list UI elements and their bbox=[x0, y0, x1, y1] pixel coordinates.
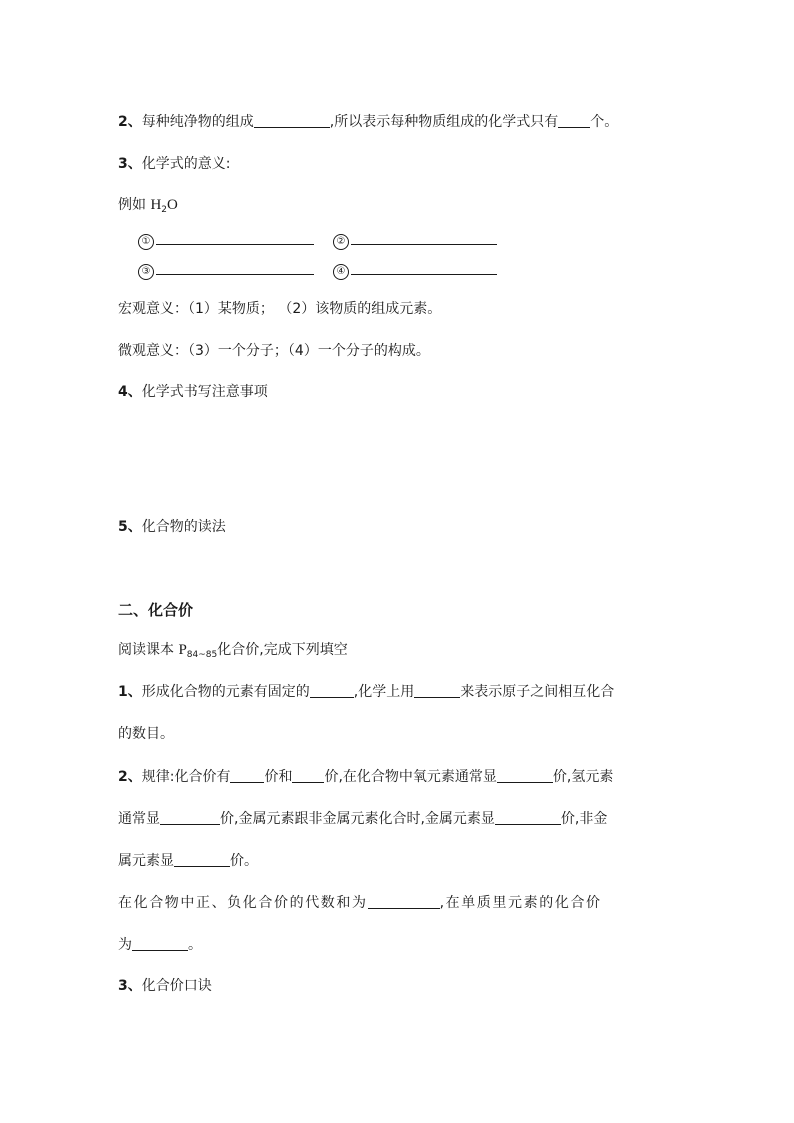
blank[interactable] bbox=[174, 852, 230, 867]
blank[interactable] bbox=[497, 768, 553, 783]
blank[interactable] bbox=[351, 230, 497, 245]
question-5: 5、化合物的读法 bbox=[118, 519, 226, 535]
question-4: 4、化学式书写注意事项 bbox=[118, 384, 268, 400]
blank[interactable] bbox=[558, 113, 590, 128]
reading-instruction: 阅读课本 $P_{84\sim 85}$化合价,完成下列填空 bbox=[118, 642, 348, 660]
circled-number: ④ bbox=[333, 264, 349, 280]
blank[interactable] bbox=[156, 230, 314, 245]
blank[interactable] bbox=[230, 768, 264, 783]
meaning-item-1 bbox=[138, 230, 314, 250]
section-heading: 二、化合价 bbox=[118, 601, 194, 619]
meaning-item-4 bbox=[333, 260, 497, 280]
example-line: 例如 $H_2O$ bbox=[118, 197, 178, 215]
micro-meaning: 微观意义：（3）一个分子；（4）一个分子的构成。 bbox=[118, 343, 430, 359]
question-number: 5、 bbox=[118, 519, 142, 535]
circled-number: ② bbox=[333, 234, 349, 250]
meaning-item-2 bbox=[333, 230, 497, 250]
blank[interactable] bbox=[368, 894, 440, 909]
section2-question-3: 3、化合价口诀 bbox=[118, 978, 212, 994]
blank[interactable] bbox=[156, 260, 314, 275]
question-number: 1、 bbox=[118, 684, 142, 700]
blank[interactable] bbox=[292, 768, 324, 783]
algebraic-sum-rule: 在化合物中正、负化合价的代数和为 ,在单质里元素的化合价 bbox=[118, 895, 602, 911]
blank[interactable] bbox=[495, 810, 561, 825]
meaning-item-3 bbox=[138, 260, 314, 280]
question-number: 2、 bbox=[118, 769, 142, 785]
question-number: 4、 bbox=[118, 384, 142, 400]
macro-meaning: 宏观意义：（1）某物质； （2）该物质的组成元素。 bbox=[118, 301, 442, 317]
section2-question-1: 1、形成化合物的元素有固定的 ,化学上用 来表示原子之间相互化合 bbox=[118, 684, 615, 700]
circled-number: ① bbox=[138, 234, 154, 250]
blank[interactable] bbox=[414, 683, 460, 698]
section2-question-1-cont: 的数目。 bbox=[118, 726, 174, 742]
blank[interactable] bbox=[160, 810, 220, 825]
section2-question-2-line3: 属元素显 价。 bbox=[118, 853, 258, 869]
section2-question-2-line2: 通常显 价,金属元素跟非金属元素化合时,金属元素显 价,非金 bbox=[118, 811, 608, 827]
section2-question-2: 2、规律:化合价有 价和 价,在化合物中氧元素通常显 价,氢元素 bbox=[118, 769, 614, 785]
question-number: 3、 bbox=[118, 978, 142, 994]
question-number: 3、 bbox=[118, 156, 142, 172]
algebraic-sum-rule-cont: 为 。 bbox=[118, 937, 202, 953]
blank[interactable] bbox=[310, 683, 354, 698]
blank[interactable] bbox=[132, 936, 188, 951]
question-2: 2、每种纯净物的组成 ,所以表示每种物质组成的化学式只有 个。 bbox=[118, 114, 619, 130]
question-3: 3、化学式的意义: bbox=[118, 156, 231, 172]
circled-number: ③ bbox=[138, 264, 154, 280]
blank[interactable] bbox=[351, 260, 497, 275]
question-number: 2、 bbox=[118, 114, 142, 130]
blank[interactable] bbox=[254, 113, 330, 128]
